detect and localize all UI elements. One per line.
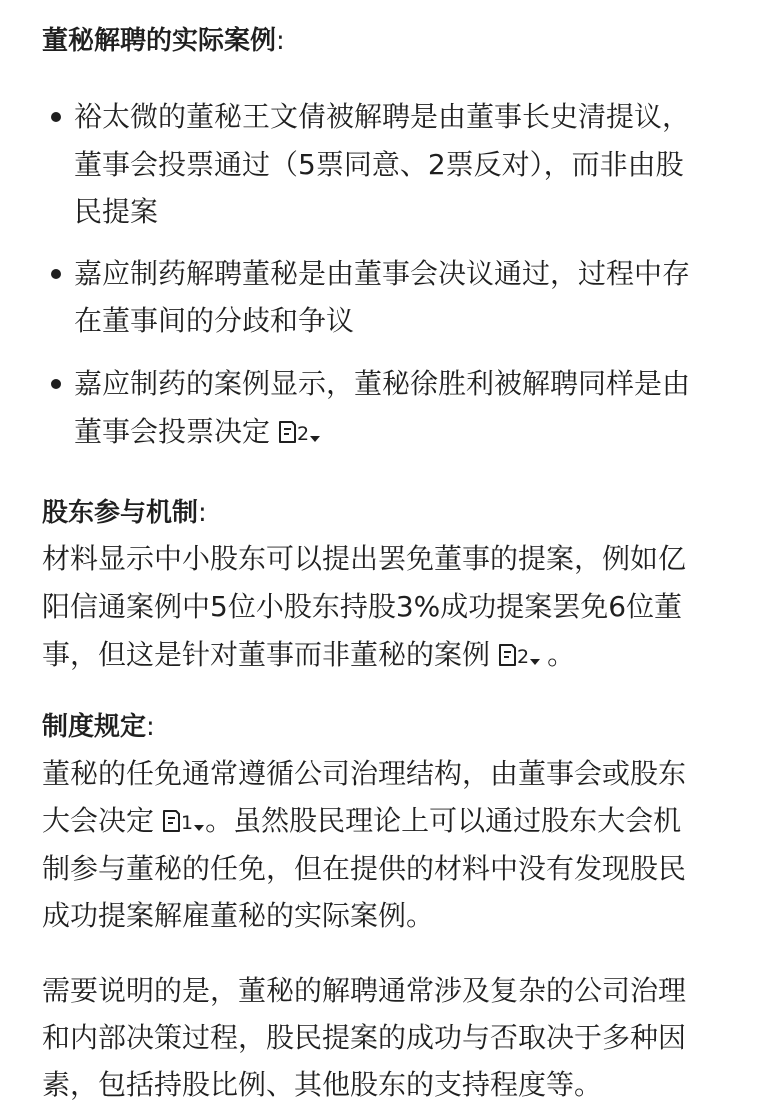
note-line-3: 素，包括持股比例、其他股东的支持程度等。 — [42, 1068, 603, 1101]
bullet-1-line-1: 裕太微的董秘王文倩被解聘是由董事长史清提议， — [74, 100, 691, 133]
citation-number: 1 — [181, 812, 194, 834]
rules-line-1: 董秘的任免通常遵循公司治理结构，由董事会或股东 — [42, 757, 687, 790]
shareholder-line-3: 事，但这是针对董事而非董秘的案例 2 。 — [42, 638, 576, 671]
document-citation-icon — [162, 809, 180, 833]
note-line-1: 需要说明的是，董秘的解聘通常涉及复杂的公司治理 — [42, 974, 687, 1007]
shareholder-line-1: 材料显示中小股东可以提出罢免董事的提案，例如亿 — [42, 542, 687, 575]
bullet-2-line-2: 在董事间的分歧和争议 — [74, 304, 355, 337]
section-heading-dismissal-cases: 董秘解聘的实际案例: — [42, 26, 285, 56]
rules-line-3: 制参与董秘的任免，但在提供的材料中没有发现股民 — [42, 852, 687, 885]
rules-line-2: 大会决定 1 。虽然股民理论上可以通过股东大会机 — [42, 804, 682, 837]
caret-down-icon — [309, 434, 321, 444]
rules-line-4: 成功提案解雇董秘的实际案例。 — [42, 899, 435, 932]
caret-down-icon — [193, 823, 205, 833]
shareholder-line-2: 阳信通案例中5位小股东持股3%成功提案罢免6位董 — [42, 590, 683, 623]
note-line-2: 和内部决策过程，股民提案的成功与否取决于多种因 — [42, 1021, 687, 1054]
section-heading-shareholder-mechanism: 股东参与机制: — [42, 498, 207, 528]
citation-button[interactable] — [162, 807, 205, 833]
bullet-1-line-2: 董事会投票通过（5票同意、2票反对），而非由股 — [74, 148, 684, 181]
citation-button[interactable] — [498, 641, 541, 667]
document-citation-icon — [278, 420, 296, 444]
bullet-dot — [51, 269, 61, 279]
citation-number: 2 — [517, 646, 530, 668]
bullet-2-line-1: 嘉应制药解聘董秘是由董事会决议通过，过程中存 — [74, 257, 691, 290]
document-citation-icon — [498, 643, 516, 667]
caret-down-icon — [529, 657, 541, 667]
bullet-dot — [51, 379, 61, 389]
bullet-dot — [51, 112, 61, 122]
section-heading-rules: 制度规定: — [42, 712, 155, 742]
bullet-3-line-1: 嘉应制药的案例显示，董秘徐胜利被解聘同样是由 — [74, 367, 691, 400]
citation-button[interactable] — [278, 418, 321, 444]
bullet-1-line-3: 民提案 — [74, 195, 159, 228]
sentence-end: 。 — [547, 638, 576, 671]
bullet-3-line-2: 董事会投票决定 2 — [74, 413, 321, 451]
citation-number: 2 — [297, 423, 310, 445]
